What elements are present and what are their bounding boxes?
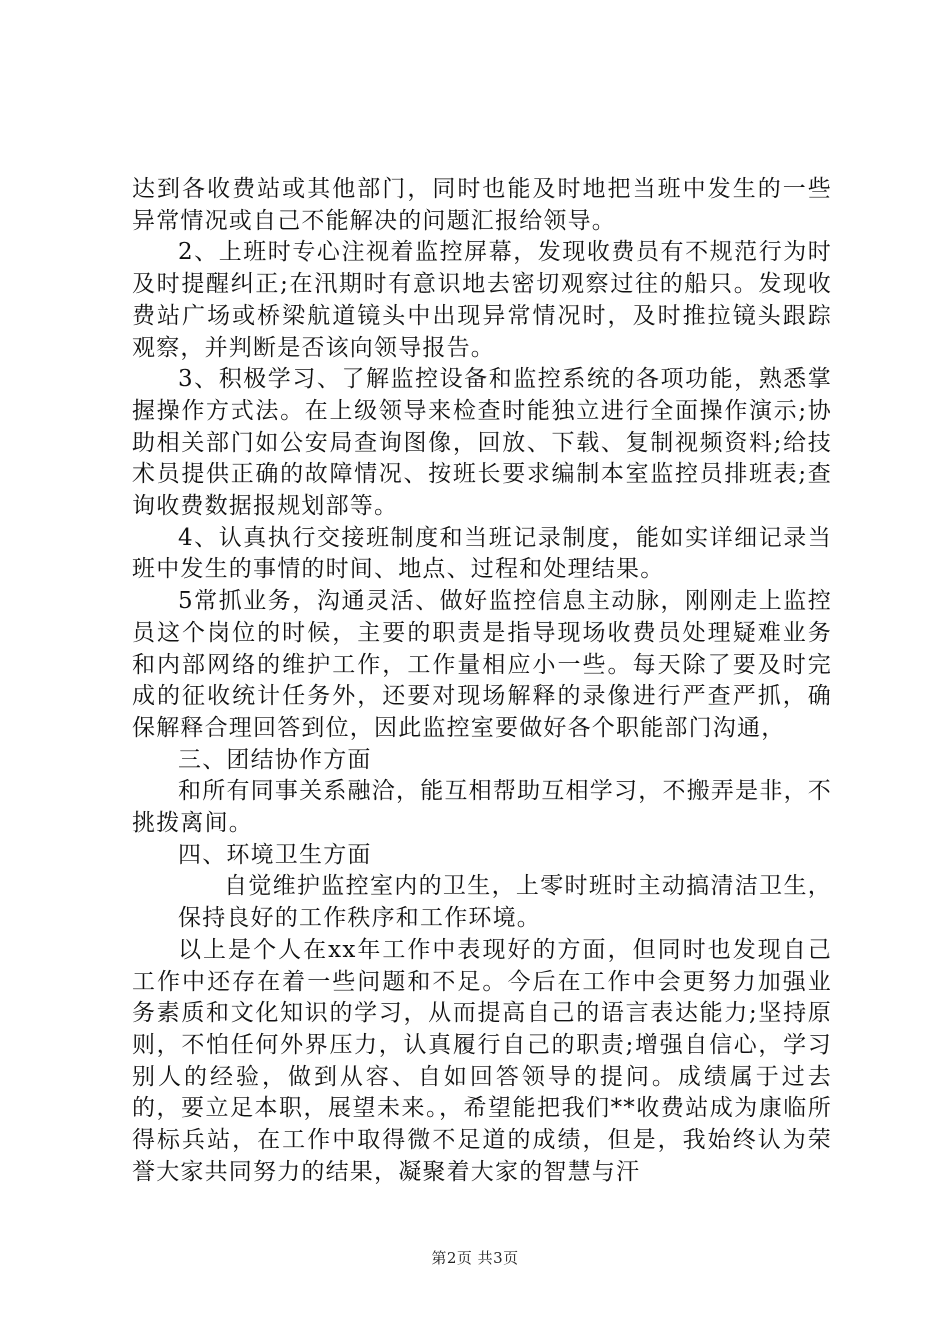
document-body (132, 174, 832, 1189)
paragraph-item-5: 5常抓业务，沟通灵活、做好监控信息主动脉，刚刚走上监控员这个岗位的时候，主要的职责是指导现场收费员处理疑难业务和内部网络的维护工作，工作量相应小一些。每天除了要及时完成的征收统计任务外，还要对现场解释的录像进行严查严抓，确保解释合理回答到位，因此监控室要做好各个职能部门沟通， (132, 588, 832, 741)
paragraph-teamwork: 和所有同事关系融洽，能互相帮助互相学习，不搬弄是非，不挑拨离间。 (132, 778, 832, 837)
page-number-footer: 第2页 共3页 (431, 1249, 519, 1267)
section-heading-teamwork: 三、团结协作方面 (178, 746, 372, 773)
paragraph-summary: 以上是个人在xx年工作中表现好的方面，但同时也发现自己工作中还存在着一些问题和不足。今后在工作中会更努力加强业务素质和文化知识的学习，从而提高自己的语言表达能力;坚持原则，不怕任何外界压力，认真履行自己的职责;增强自信心，学习别人的经验，做到从容、自如回答领导的提问。成绩属于过去的，要立足本职，展望未来。，希望能把我们**收费站成为康临所得标兵站，在工作中取得微不足道的成绩，但是，我始终认为荣誉大家共同努力的结果，凝聚着大家的智慧与汗 (132, 936, 832, 1185)
paragraph-item-4: 4、认真执行交接班制度和当班记录制度，能如实详细记录当班中发生的事情的时间、地点、过程和处理结果。 (132, 524, 832, 583)
section-heading-hygiene: 四、环境卫生方面 (178, 841, 372, 868)
paragraph-item-3: 3、积极学习、了解监控设备和监控系统的各项功能，熟悉掌握操作方式法。在上级领导来检查时能独立进行全面操作演示;协助相关部门如公安局查询图像，回放、下载、复制视频资料;给技术员提供正确的故障情况、按班长要求编制本室监控员排班表;查询收费数据报规划部等。 (132, 366, 832, 520)
paragraph-hygiene: 自觉维护监控室内的卫生，上零时班时主动搞清洁卫生，保持良好的工作秩序和工作环境。 (178, 873, 832, 932)
paragraph-item-2: 2、上班时专心注视着监控屏幕，发现收费员有不规范行为时及时提醒纠正;在汛期时有意识地去密切观察过往的船只。发现收费站广场或桥梁航道镜头中出现异常情况时，及时推拉镜头跟踪观察，并判断是否该向领导报告。 (132, 239, 832, 361)
paragraph-continuation: 达到各收费站或其他部门，同时也能及时地把当班中发生的一些异常情况或自己不能解决的问题汇报给领导。 (132, 176, 832, 234)
